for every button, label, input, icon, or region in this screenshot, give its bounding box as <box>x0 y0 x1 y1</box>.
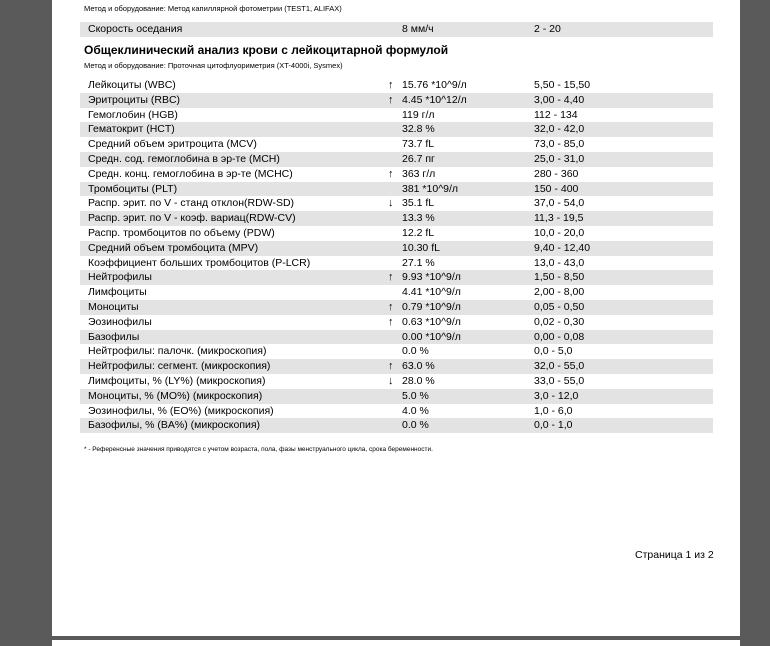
row-value: 10.30 fL <box>402 241 440 254</box>
next-page-edge <box>52 640 740 646</box>
row-flag: ↑ <box>388 167 394 180</box>
result-row <box>80 404 713 419</box>
row-value: 8 мм/ч <box>402 23 434 35</box>
section-method-note: Метод и оборудование: Проточная цитофлуориметрия (XT-4000i, Sysmex) <box>84 61 343 70</box>
row-reference: 33,0 - 55,0 <box>534 375 585 387</box>
row-name: Нейтрофилы: сегмент. (микроскопия) <box>88 360 271 373</box>
row-value: 4.41 *10^9/л <box>402 286 461 299</box>
row-value: 13.3 % <box>402 212 435 225</box>
result-row <box>80 389 713 404</box>
row-reference: 11,3 - 19,5 <box>534 212 584 225</box>
result-row <box>80 330 713 345</box>
result-row <box>80 300 713 315</box>
row-name: Лимфоциты, % (LY%) (микроскопия) <box>88 375 266 387</box>
row-reference: 150 - 400 <box>534 182 579 195</box>
row-name: Эритроциты (RBC) <box>88 93 181 106</box>
row-flag: ↑ <box>388 301 394 313</box>
top-method-note: Метод и оборудование: Метод капиллярной фотометрии (TEST1, ALIFAX) <box>84 4 342 13</box>
row-name: Нейтрофилы <box>88 271 152 284</box>
row-reference: 13,0 - 43,0 <box>534 256 585 269</box>
result-row <box>80 93 713 108</box>
row-reference: 2,00 - 8,00 <box>534 286 585 299</box>
result-row <box>80 344 713 359</box>
result-row <box>80 315 713 330</box>
row-reference: 32,0 - 42,0 <box>534 123 585 136</box>
row-value: 35.1 fL <box>402 197 435 210</box>
row-name: Средний объем тромбоцита (MPV) <box>88 241 259 254</box>
row-reference: 9,40 - 12,40 <box>534 241 591 254</box>
result-row <box>80 241 713 256</box>
row-reference: 0,02 - 0,30 <box>534 315 585 328</box>
row-flag: ↑ <box>388 315 394 328</box>
row-value: 73.7 fL <box>402 138 435 151</box>
row-flag: ↑ <box>388 360 394 373</box>
row-reference: 0,0 - 1,0 <box>534 419 573 432</box>
row-reference: 2 - 20 <box>534 23 561 35</box>
row-reference: 73,0 - 85,0 <box>534 138 585 151</box>
result-row <box>80 167 713 182</box>
row-name: Базофилы, % (BA%) (микроскопия) <box>88 419 261 432</box>
row-name: Тромбоциты (PLT) <box>88 182 178 195</box>
row-value: 5.0 % <box>402 389 429 402</box>
row-reference: 32,0 - 55,0 <box>534 360 585 373</box>
row-name: Средн. сод. гемоглобина в эр-те (MCH) <box>88 153 280 165</box>
row-reference: 280 - 360 <box>534 167 579 180</box>
document-page <box>52 0 740 636</box>
result-row <box>80 270 713 285</box>
row-name: Распр. эрит. по V - коэф. вариац(RDW-CV) <box>88 212 296 225</box>
row-reference: 112 - 134 <box>534 108 578 121</box>
row-reference: 3,0 - 12,0 <box>534 389 579 402</box>
row-name: Нейтрофилы: палочк. (микроскопия) <box>88 345 267 358</box>
row-reference: 3,00 - 4,40 <box>534 93 585 106</box>
row-name: Скорость оседания <box>88 23 183 35</box>
row-value: 32.8 % <box>402 123 435 136</box>
row-reference: 37,0 - 54,0 <box>534 197 585 210</box>
result-row <box>80 374 713 389</box>
row-value: 0.63 *10^9/л <box>402 315 461 328</box>
row-name: Моноциты <box>88 301 139 313</box>
esr-row <box>80 22 713 37</box>
result-row <box>80 418 713 433</box>
result-row <box>80 182 713 197</box>
row-reference: 0,0 - 5,0 <box>534 345 573 358</box>
page-number: Страница 1 из 2 <box>635 549 714 561</box>
result-row <box>80 137 713 152</box>
row-value: 0.0 % <box>402 345 429 358</box>
row-name: Гематокрит (HCT) <box>88 123 175 136</box>
result-row <box>80 122 713 137</box>
row-reference: 10,0 - 20,0 <box>534 227 585 239</box>
row-value: 9.93 *10^9/л <box>402 271 461 284</box>
row-value: 0.79 *10^9/л <box>402 301 461 313</box>
row-reference: 25,0 - 31,0 <box>534 153 585 165</box>
result-row <box>80 285 713 300</box>
row-reference: 5,50 - 15,50 <box>534 79 591 91</box>
result-row <box>80 211 713 226</box>
row-name: Лимфоциты <box>88 286 147 299</box>
row-value: 63.0 % <box>402 360 435 373</box>
row-name: Средний объем эритроцита (MCV) <box>88 138 257 151</box>
row-value: 28.0 % <box>402 375 435 387</box>
row-value: 0.0 % <box>402 419 429 432</box>
row-value: 26.7 пг <box>402 153 435 165</box>
row-value: 4.0 % <box>402 404 429 417</box>
row-value: 4.45 *10^12/л <box>402 93 467 106</box>
row-value: 363 г/л <box>402 167 436 180</box>
row-flag: ↓ <box>388 375 394 387</box>
row-name: Базофилы <box>88 330 140 343</box>
result-row <box>80 359 713 374</box>
row-flag: ↑ <box>388 271 394 284</box>
row-name: Моноциты, % (MO%) (микроскопия) <box>88 389 263 402</box>
row-name: Эозинофилы <box>88 315 152 328</box>
row-name: Средн. конц. гемоглобина в эр-те (MCHC) <box>88 167 293 180</box>
row-reference: 0,00 - 0,08 <box>534 330 585 343</box>
row-name: Распр. тромбоцитов по объему (PDW) <box>88 227 275 239</box>
row-value: 119 г/л <box>402 108 435 121</box>
row-name: Лейкоциты (WBC) <box>88 79 176 91</box>
row-name: Эозинофилы, % (EO%) (микроскопия) <box>88 404 274 417</box>
row-reference: 0,05 - 0,50 <box>534 301 585 313</box>
result-row <box>80 78 713 93</box>
footnote: * - Референсные значения приводятся с учетом возраста, пола, фазы менструального цикла, срока беременности. <box>84 446 433 453</box>
row-flag: ↓ <box>388 197 394 210</box>
section-title: Общеклинический анализ крови с лейкоцитарной формулой <box>84 43 449 57</box>
row-reference: 1,50 - 8,50 <box>534 271 585 284</box>
row-name: Коэффициент больших тромбоцитов (P-LCR) <box>88 256 311 269</box>
row-value: 381 *10^9/л <box>402 182 459 195</box>
result-row <box>80 152 713 167</box>
result-row <box>80 256 713 271</box>
row-value: 12.2 fL <box>402 227 435 239</box>
row-reference: 1,0 - 6,0 <box>534 404 573 417</box>
row-flag: ↑ <box>388 93 394 106</box>
result-row <box>80 108 713 123</box>
result-row <box>80 226 713 241</box>
row-value: 0.00 *10^9/л <box>402 330 461 343</box>
row-value: 27.1 % <box>402 256 435 269</box>
row-name: Распр. эрит. по V - станд отклон(RDW-SD) <box>88 197 295 210</box>
row-name: Гемоглобин (HGB) <box>88 108 178 121</box>
row-flag: ↑ <box>388 79 394 91</box>
row-value: 15.76 *10^9/л <box>402 79 467 91</box>
result-row <box>80 196 713 211</box>
